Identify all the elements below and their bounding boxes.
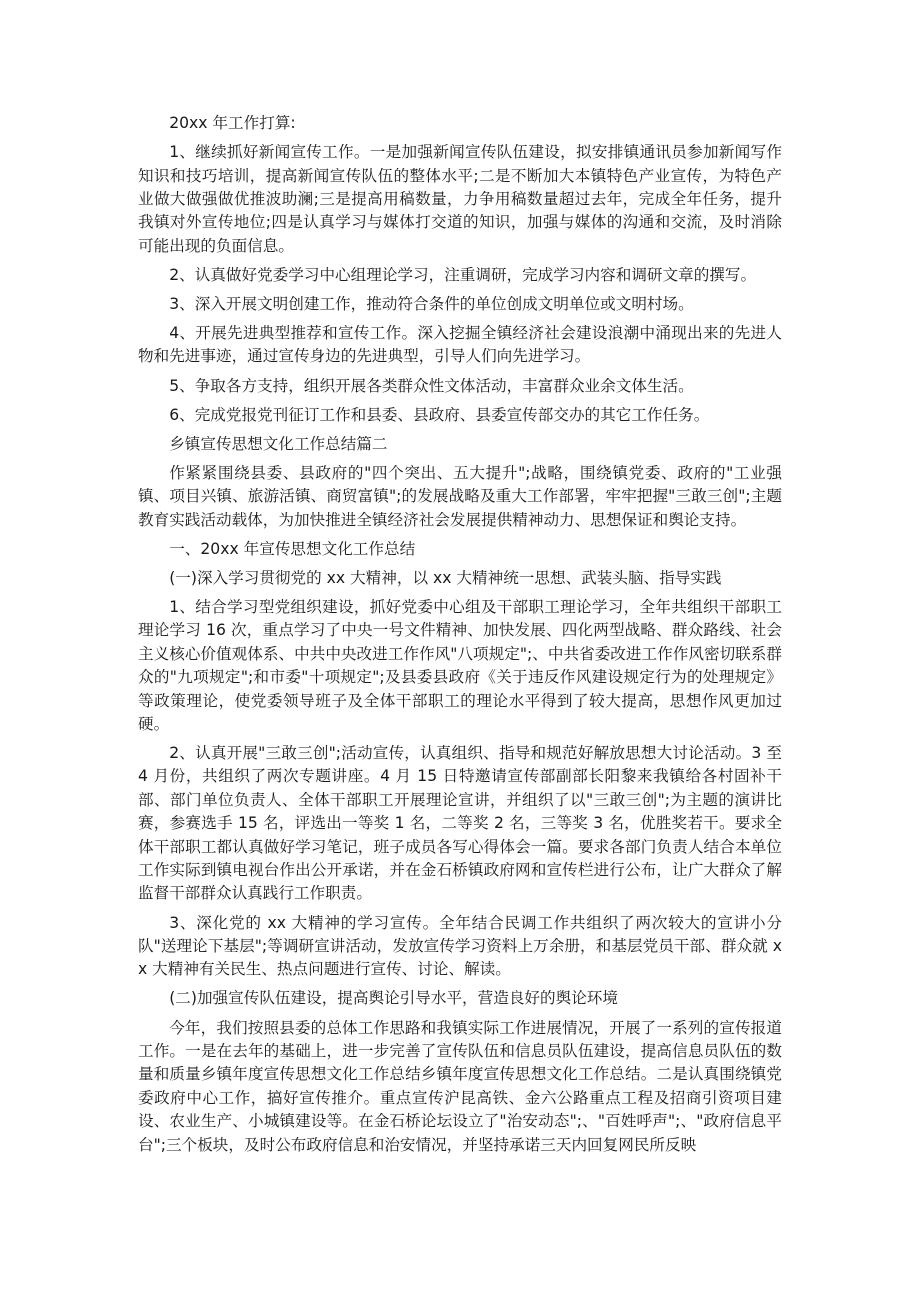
paragraph-summary-4: 今年，我们按照县委的总体工作思路和我镇实际工作进展情况，开展了一系列的宣传报道工作。一是在去年的基础上，进一步完善了宣传队伍和信息员队伍建设，提高信息员队伍的数量和质量乡镇年度宣传思想文化工作总结乡镇年度宣传思想文化工作总结。二是认真围绕镇党委政府中心工作，搞好宣传推介。重点宣传沪昆高铁、金六公路重点工程及招商引资项目建设、农业生产、小城镇建设等。在金石桥论坛设立了"治安动态";、"百姓呼声";、"政府信息平台";三个板块，及时公布政府信息和治安情况，并坚持承诺三天内回复网民所反映 xyxy=(138,1018,782,1154)
article-title-part-two: 乡镇宣传思想文化工作总结篇二 xyxy=(169,434,388,453)
paragraph-summary-2: 2、认真开展"三敢三创";活动宣传，认真组织、指导和规范好解放思想大讨论活动。3 至 4 月份，共组织了两次专题讲座。4 月 15 日特邀请宣传部副部长阳黎来我镇给各村固补干部、部门单位负责人、全体干部职工开展理论宣讲，并组织了以"三敢三创";为主题的演讲比赛，参赛选手 15 名，评选出一等奖 1 名，二等奖 2 名，三等奖 3 名，优胜奖若干。要求全体干部职工都认真做好学习笔记，班子成员各写心得体会一篇。要求各部门负责人结合本单位工作实际到镇电视台作出公开承诺，并在金石桥镇政府网和宣传栏进行公布，让广大群众了解监督干部群众认真践行工作职责。 xyxy=(138,744,782,903)
paragraph-intro: 作紧紧围绕县委、县政府的"四个突出、五大提升";战略，围绕镇党委、政府的"工业强镇、项目兴镇、旅游活镇、商贸富镇";的发展战略及重大工作部署，牢牢把握"三敢三创";主题教育实践活动载体，为加快推进全镇经济社会发展提供精神动力、思想保证和舆论支持。 xyxy=(138,463,782,529)
paragraph-summary-3: 3、深化党的 xx 大精神的学习宣传。全年结合民调工作共组织了两次较大的宣讲小分队"送理论下基层";等调研宣讲活动，发放宣传学习资料上万余册，和基层党员干部、群众就 xx 大精神有关民生、热点问题进行宣传、讨论、解读。 xyxy=(138,913,782,979)
paragraph-plan-3: 3、深入开展文明创建工作，推动符合条件的单位创成文明单位或文明村场。 xyxy=(169,294,694,313)
paragraph-summary-1: 1、结合学习型党组织建设，抓好党委中心组及干部职工理论学习，全年共组织干部职工理论学习 16 次，重点学习了中央一号文件精神、加快发展、四化两型战略、群众路线、社会主义核心价值观体系、中共中央改进工作作风"八项规定";、中共省委改进工作作风密切联系群众的"九项规定";和市委"十项规定";及县委县政府《关于违反作风建设规定行为的处理规定》等政策理论，使党委领导班子及全体干部职工的理论水平得到了较大提高，思想作风更加过硬。 xyxy=(138,597,782,733)
paragraph-plan-5: 5、争取各方支持，组织开展各类群众性文体活动，丰富群众业余文体生活。 xyxy=(169,376,694,395)
paragraph-plan-4: 4、开展先进典型推荐和宣传工作。深入挖掘全镇经济社会建设浪潮中涌现出来的先进人物和先进事迹，通过宣传身边的先进典型，引导人们向先进学习。 xyxy=(138,324,782,366)
subsection-heading-2: (二)加强宣传队伍建设，提高舆论引导水平，营造良好的舆论环境 xyxy=(169,989,618,1008)
paragraph-plan-2: 2、认真做好党委学习中心组理论学习，注重调研，完成学习内容和调研文章的撰写。 xyxy=(169,265,757,284)
paragraph-plan-1: 1、继续抓好新闻宣传工作。一是加强新闻宣传队伍建设，拟安排镇通讯员参加新闻写作知识和技巧培训，提高新闻宣传队伍的整体水平;二是不断加大本镇特色产业宣传，为特色产业做大做强做优推波助澜;三是提高用稿数量，力争用稿数量超过去年，完成全年任务，提升我镇对外宣传地位;四是认真学习与媒体打交道的知识，加强与媒体的沟通和交流，及时消除可能出现的负面信息。 xyxy=(138,143,782,255)
section-heading-summary: 一、20xx 年宣传思想文化工作总结 xyxy=(169,539,416,558)
subsection-heading-1: (一)深入学习贯彻党的 xx 大精神，以 xx 大精神统一思想、武装头脑、指导实践 xyxy=(169,568,722,587)
document-body xyxy=(138,112,782,1163)
section-heading-plan: 20xx 年工作打算: xyxy=(169,114,296,132)
paragraph-plan-6: 6、完成党报党刊征订工作和县委、县政府、县委宣传部交办的其它工作任务。 xyxy=(169,405,710,424)
